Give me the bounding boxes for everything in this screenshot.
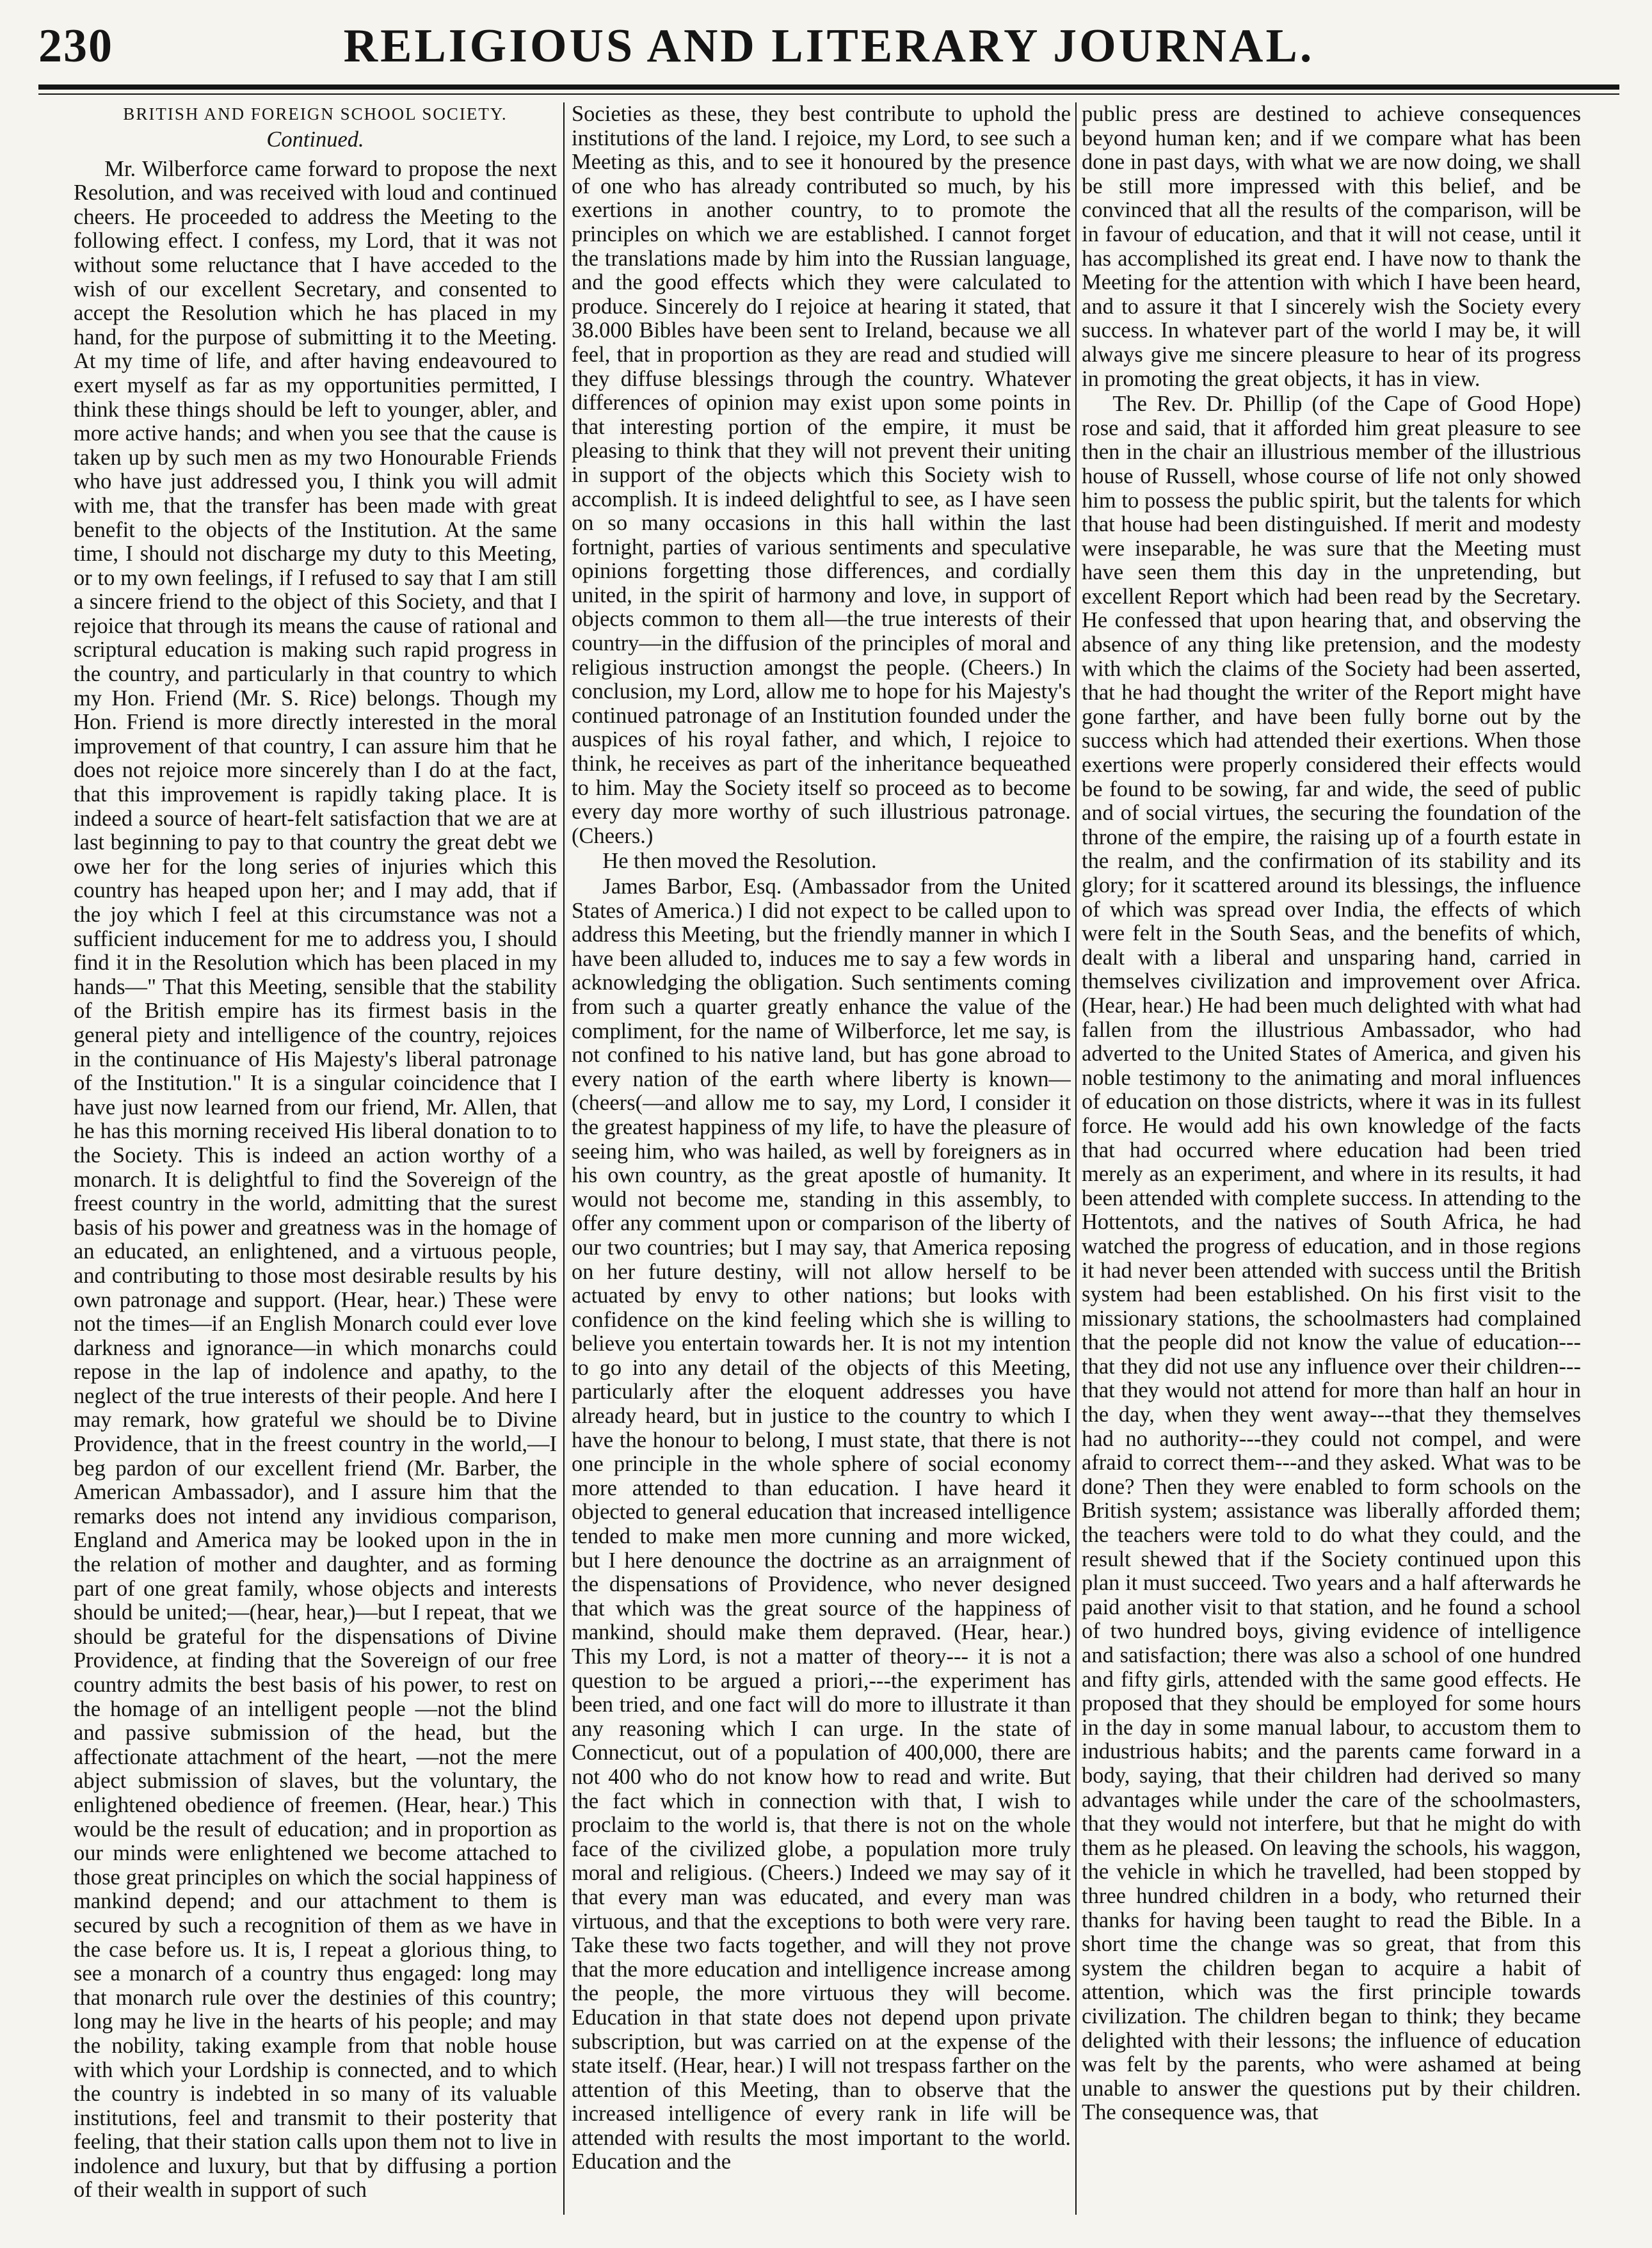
header-rule-thin: [38, 93, 1619, 95]
masthead: [38, 19, 1619, 90]
column-divider: [563, 102, 565, 2215]
section-subhead: Continued.: [266, 127, 364, 152]
paragraph: Societies as these, they best contribute to uphold the institutions of the land. I rejoice, my Lord, to see such a Meeting as this, and to see it honoured by the presence of one who has already contributed so much, by his exertions in another country, to to promote the principles on which we are established. I cannot forget the translations made by him into the Russian language, and the good effects which they were calculated to produce. Sincerely do I rejoice at hearing it stated, that 38.000 Bibles have been sent to Ireland, because we all feel, that in proportion as they are read and studied will they diffuse blessings through the country. Whatever differences of opinion may exist upon some points in that interesting portion of the empire, it must be pleasing to think that they will not prevent their uniting in support of the objects which this Society wish to accomplish. It is indeed delightful to see, as I have seen on so many occasions in this hall within the last fortnight, parties of various sentiments and speculative opinions forgetting those differences, and cordially united, in the spirit of harmony and love, in support of objects common to them all—the true interests of their country—in the diffusion of the principles of moral and religious instruction amongst the people. (Cheers.) In conclusion, my Lord, allow me to hope for his Majesty's continued patronage of an Institution founded under the auspices of his royal father, and which, I rejoice to think, he receives as part of the inheritance bequeathed to him. May the Society itself so proceed as to become every day more worthy of such illustrious patronage. (Cheers.): [572, 102, 1071, 848]
column-2: [572, 102, 1071, 2221]
paragraph: The Rev. Dr. Phillip (of the Cape of Good Hope) rose and said, that it afforded him great pleasure to see then in the chair an illustrious member of the illustrious house of Russell, whose course of life not only showed him to possess the public spirit, but the talents for which that house had been distinguished. If merit and modesty were inseparable, he was sure that the Meeting must have seen them this day in the unpretending, but excellent Report which had been read by the Secretary. He confessed that upon hearing that, and observing the absence of any thing like pretension, and the modesty with which the claims of the Society had been asserted, that he had thought the writer of the Report might have gone farther, and have been fully borne out by the success which had attended their exertions. When those exertions were properly considered their effects would be found to be sowing, far and wide, the seed of public and of social virtues, the securing the foundation of the throne of the empire, the raising up of a fourth estate in the realm, and the confirmation of its stability and its glory; for it scattered around its blessings, the influence of which was spread over India, the effects of which were felt in the South Seas, and the benefits of which, dealt with a liberal and unsparing hand, carried in themselves civilization and improvement over Africa. (Hear, hear.) He had been much delighted with what had fallen from the illustrious Ambassador, who had adverted to the United States of America, and given his noble testimony to the animating and moral influences of education on those districts, where it was in its fullest force. He would add his own knowledge of the facts that had occurred where education had been tried merely as an experiment, and where in its results, it had been attended with complete success. In attending to the Hottentots, and the natives of South Africa, he had watched the progress of education, and in those regions it had never been attended with success until the British system had been established. On his first visit to the missionary stations, the schoolmasters had complained that the people did not know the value of education---that they did not use any influence over their children---that they would not attend for more than half an hour in the day, when they went away---that they themselves had no authority---they could not compel, and were afraid to correct them---and they asked. What was to be done? Then they were enabled to form schools on the British system; assistance was liberally afforded them; the teachers were told to do what they could, and the result shewed that if the Society continued upon this plan it must succeed. Two years and a half afterwards he paid another visit to that station, and he found a school of two hundred boys, giving evidence of intelligence and satisfaction; there was also a school of one hundred and fifty girls, attended with the same good effects. He proposed that they should be employed for some hours in the day in some manual labour, to accustom them to industrious habits; and the parents came forward in a body, saying, that their children had derived so many advantages while under the care of the schoolmasters, that they would not interfere, but that he might do with them as he pleased. On leaving the schools, his waggon, the vehicle in which he travelled, had been stopped by three hundred children in a body, who returned their thanks for having been taught to read the Bible. In a short time the change was so great, that from this system the children began to acquire a habit of attention, which was the first principle towards civilization. The children began to think; they became delighted with their lessons; the influence of education was felt by the parents, who were ashamed at being unable to answer the questions put by their children. The consequence was, that: [1082, 392, 1581, 2125]
paragraph: public press are destined to achieve consequences beyond human ken; and if we compare what has been done in past days, with what we are now doing, we shall be still more impressed with this belief, and be convinced that all the results of the comparison, will be in favour of education, and that it will not cease, until it has accomplished its great end. I have now to thank the Meeting for the attention with which I have been heard, and to assure it that I sincerely wish the Society every success. In whatever part of the world I may be, it will always give me sincere pleasure to hear of its progress in promoting the great objects, it has in view.: [1082, 102, 1581, 391]
paragraph: Mr. Wilberforce came forward to propose the next Resolution, and was received with loud and continued cheers. He proceeded to address the Meeting to the following effect. I confess, my Lord, that it was not without some reluctance that I have acceded to the wish of our excellent Secretary, and consented to accept the Resolution which he has placed in my hand, for the purpose of submitting it to the Meeting. At my time of life, and after having endeavoured to exert myself as far as my opportunities permitted, I think these things should be left to younger, abler, and more active hands; and when you see that the cause is taken up by such men as my two Honourable Friends who have just addressed you, I think you will admit with me, that the transfer has been made with great benefit to the objects of the Institution. At the same time, I should not discharge my duty to this Meeting, or to my own feelings, if I refused to say that I am still a sincere friend to the object of this Society, and that I rejoice that through its means the cause of rational and scriptural education is making such rapid progress in the country, and particularly in that country to which my Hon. Friend (Mr. S. Rice) belongs. Though my Hon. Friend is more directly interested in the moral improvement of that country, I can assure him that he does not rejoice more sincerely than I do at the fact, that this improvement is rapidly taking place. It is indeed a source of heart-felt satisfaction that we are at last beginning to pay to that country the great debt we owe her for the long series of injuries which this country has heaped upon her; and I may add, that if the joy which I feel at this circumstance was not a sufficient inducement for me to address you, I should find it in the Resolution which has been placed in my hands—" That this Meeting, sensible that the stability of the British empire has its firmest basis in the general piety and intelligence of the country, rejoices in the continuance of His Majesty's liberal patronage of the Institution." It is a singular coincidence that I have just now learned from our friend, Mr. Allen, that he has this morning received His liberal donation to to the Society. This is indeed an action worthy of a monarch. It is delightful to find the Sovereign of the freest country in the world, admitting that the surest basis of his power and greatness was in the homage of an educated, an enlightened, and a virtuous people, and contributing to those most desirable results by his own patronage and support. (Hear, hear.) These were not the times—if an English Monarch could ever love darkness and ignorance—in which monarchs could repose in the lap of indolence and apathy, to the neglect of the true interests of their people. And here I may remark, how grateful we should be to Divine Providence, that in the freest country in the world,—I beg pardon of our excellent friend (Mr. Barber, the American Ambassador), and I assure him that the remarks does not intend any invidious comparison, England and America may be looked upon in the in the relation of mother and daughter, and as forming part of one great family, whose objects and interests should be united;—(hear, hear,)—but I repeat, that we should be grateful for the dispensations of Divine Providence, at finding that the Sovereign of our free country admits the best basis of his power, to rest on the homage of an intelligent people —not the blind and passive submission of the head, but the affectionate attachment of the heart, —not the mere abject submission of slaves, but the voluntary, the enlightened obedience of freemen. (Hear, hear.) This would be the result of education; and in proportion as our minds were enlightened we become attached to those great principles on which the social happiness of mankind depend; and our attachment to them is secured by such a recognition of them as we have in the case before us. It is, I repeat a glorious thing, to see a monarch of a country thus engaged: long may that monarch rule over the destinies of this country; long may he live in the hearts of his people; and may the nobility, taking example from that noble house with which your Lordship is connected, and to which the country is indebted in so many of its valuable institutions, feel and transmit to their posterity that feeling, that their station calls upon them not to live in indolence and luxury, but that by diffusing a portion of their wealth in support of such: [74, 156, 557, 2203]
column-1: [74, 102, 557, 2221]
header-rule-thick: [38, 84, 1619, 90]
column-1-paragraphs: [74, 157, 557, 2203]
paragraph: He then moved the Resolution.: [602, 849, 877, 874]
column-divider: [1075, 102, 1077, 2215]
column-3: [1082, 102, 1581, 2221]
journal-title: RELIGIOUS AND LITERARY JOURNAL.: [343, 20, 1315, 72]
page-number: 230: [38, 20, 113, 72]
paragraph: James Barbor, Esq. (Ambassador from the United States of America.) I did not expect to be called upon to address this Meeting, but the friendly manner in which I have been alluded to, induces me to say a few words in acknowledging the obligation. Such sentiments coming from such a quarter greatly enhance the value of the compliment, for the name of Wilberforce, let me say, is not confined to his native land, but has gone abroad to every nation of the earth where liberty is known—(cheers(—and allow me to say, my Lord, I consider it the greatest happiness of my life, to have the pleasure of seeing him, who was hailed, as well by foreigners as in his own country, as the great apostle of humanity. It would not become me, standing in this assembly, to offer any comment upon or comparison of the liberty of our two countries; but I may say, that America reposing on her future destiny, will not allow herself to be actuated by envy to other nations; but looks with confidence on the kind feeling which she is willing to believe you entertain towards her. It is not my intention to go into any detail of the objects of this Meeting, particularly after the eloquent addresses you have already heard, but in justice to the country to which I have the honour to belong, I must state, that there is not one principle in the whole sphere of social economy more attended to than education. I have heard it objected to general education that increased intelligence tended to make men more cunning and more wicked, but I here denounce the doctrine as an arraignment of the dispensations of Providence, who never designed that which was the great source of the happiness of mankind, should make them depraved. (Hear, hear.) This my Lord, is not a matter of theory--- it is not a question to be argued a priori,---the experiment has been tried, and one fact will do more to illustrate it than any reasoning which I can urge. In the state of Connecticut, out of a population of 400,000, there are not 400 who do not know how to read and write. But the fact which in connection with that, I wish to proclaim to the world is, that there is not on the whole face of the civilized globe, a population more truly moral and religious. (Cheers.) Indeed we may say of it that every man was educated, and every man was virtuous, and that the exceptions to both were very rare. Take these two facts together, and will they not prove that the more education and intelligence increase among the people, the more virtuous they will become. Education in that state does not depend upon private subscription, but was carried on at the expense of the state itself. (Hear, hear.) I will not trespass farther on the attention of this Meeting, than to observe that the increased intelligence of every rank in life will be attended with results the most important to the world. Education and the: [572, 874, 1071, 2174]
section-title: BRITISH AND FOREIGN SCHOOL SOCIETY.: [123, 104, 508, 124]
